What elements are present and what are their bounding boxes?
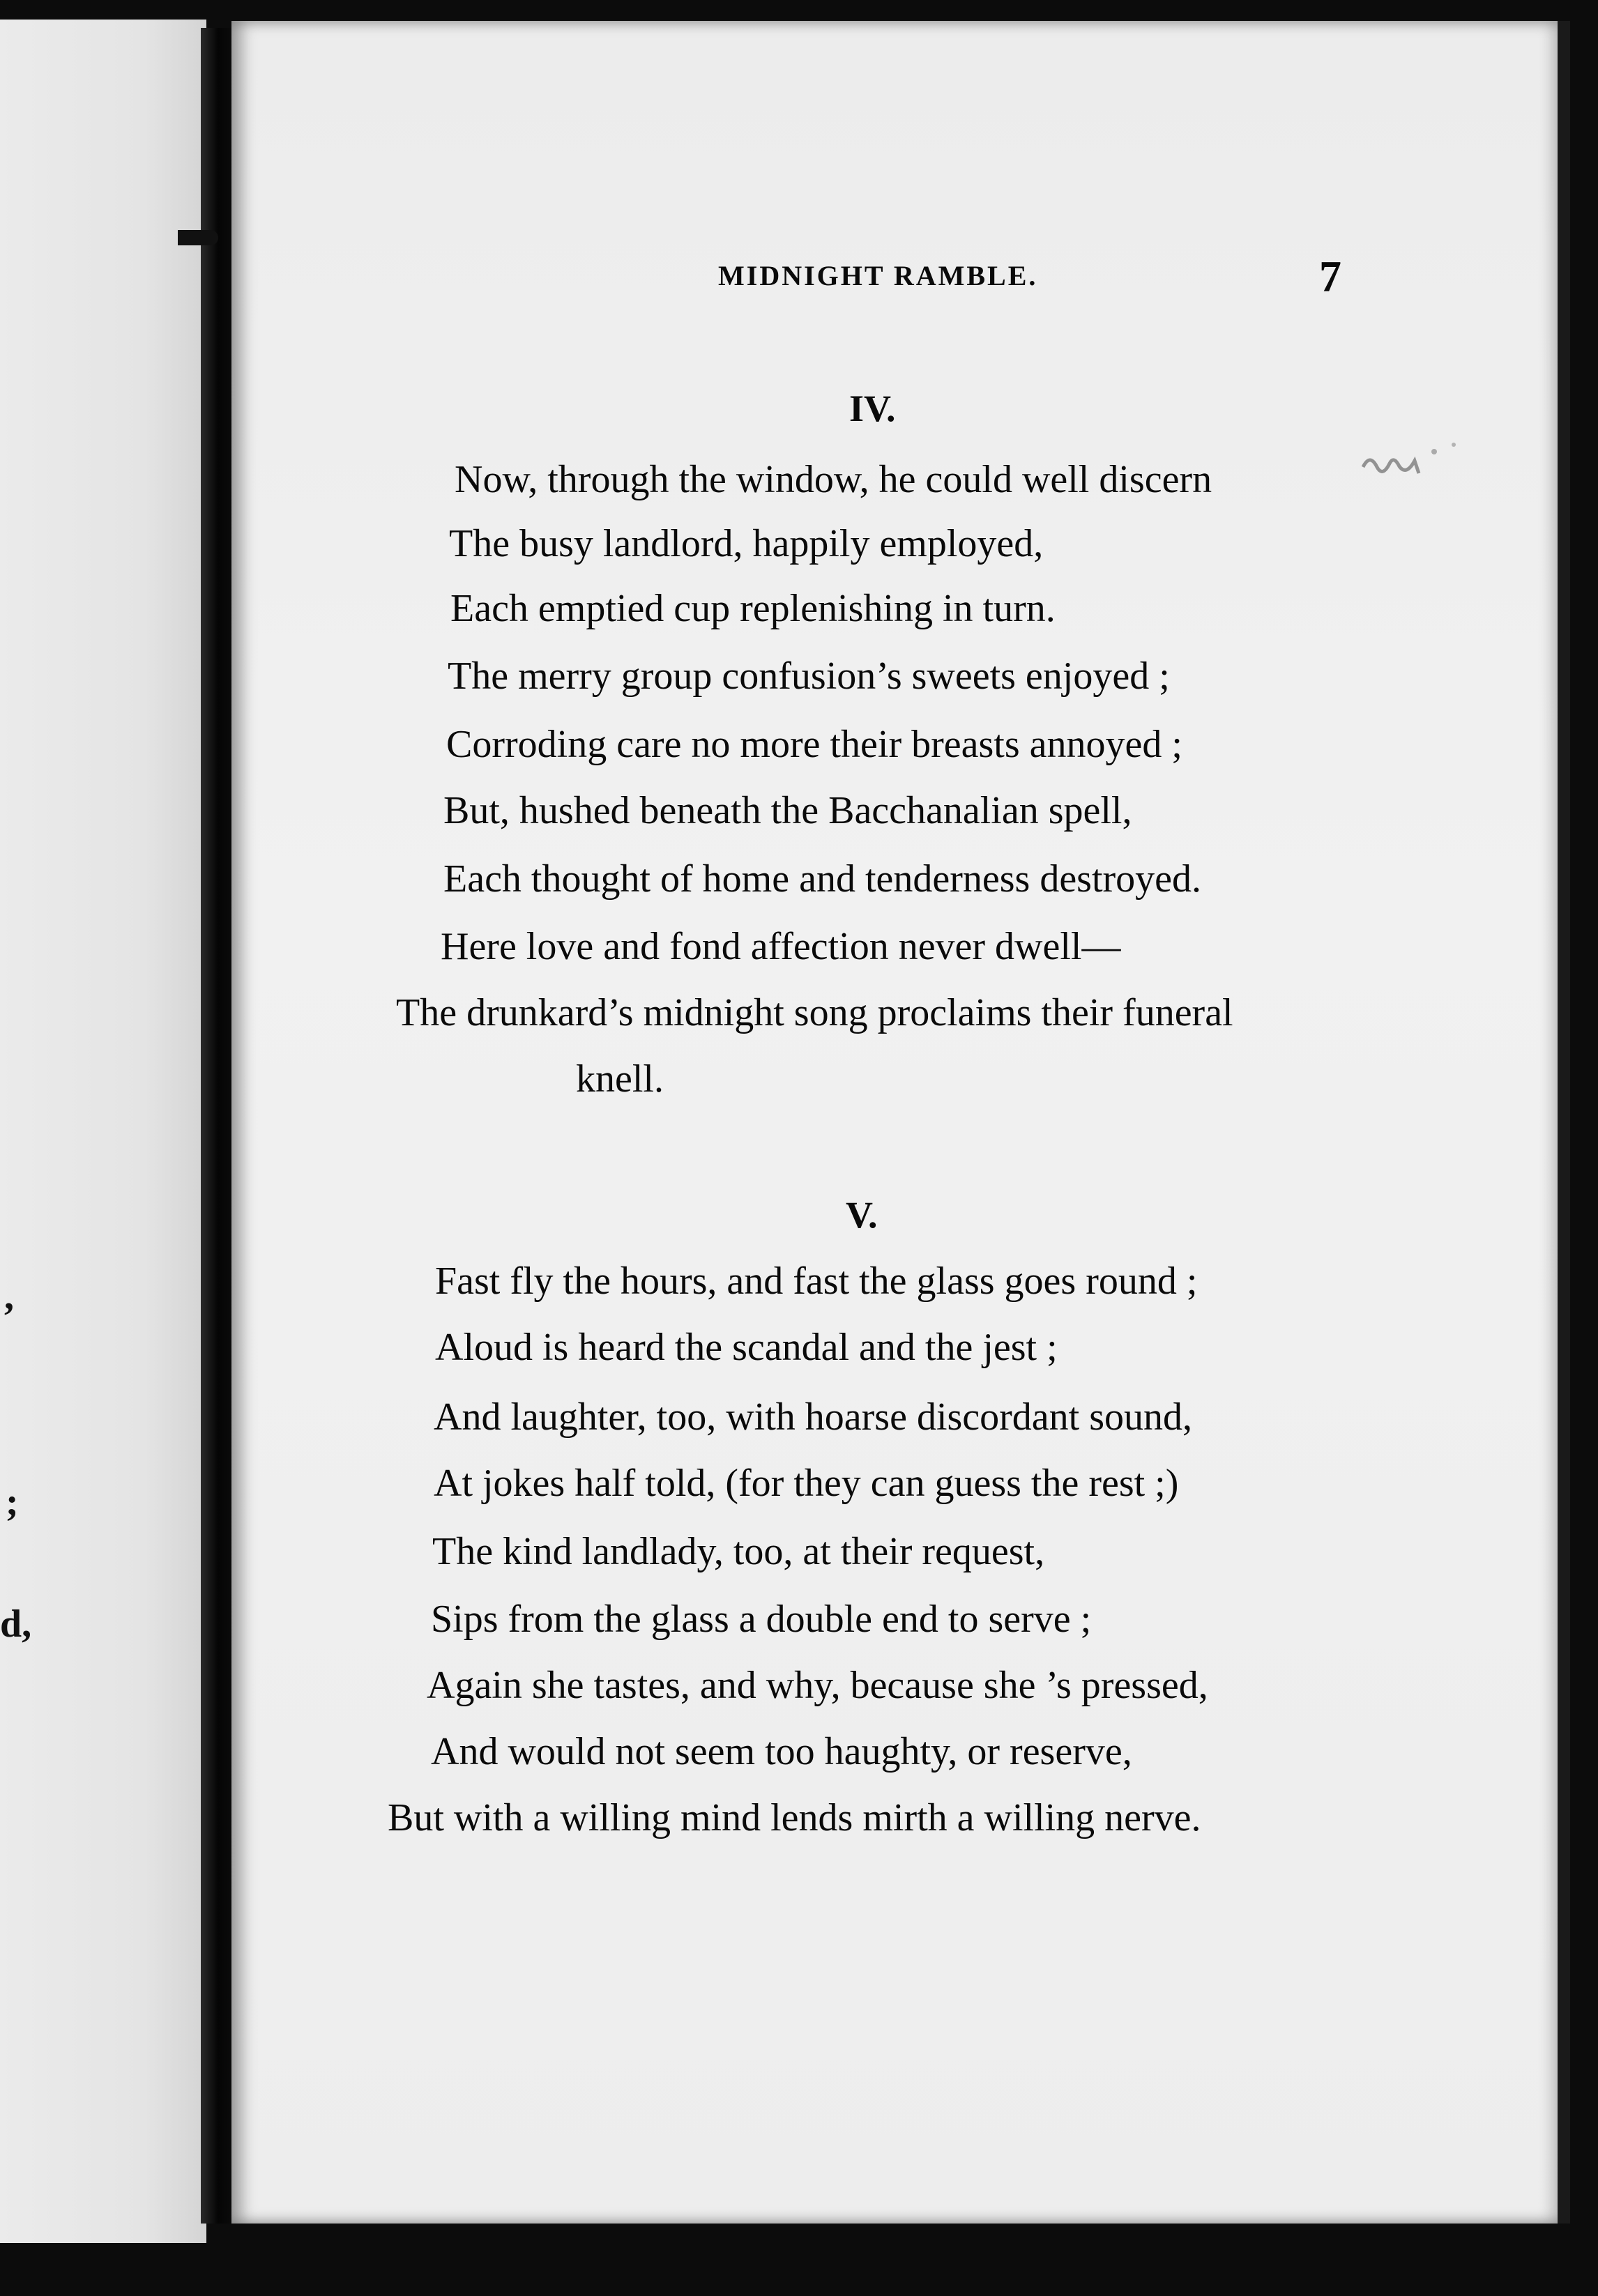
poem-line: Here love and fond affection never dwell— [441,925,1121,968]
poem-line: But, hushed beneath the Bacchanalian spell, [443,789,1132,832]
poem-line: Aloud is heard the scandal and the jest ; [435,1326,1058,1369]
left-page-edge [0,20,206,2243]
book-page [231,21,1558,2224]
poem-line: Each thought of home and tenderness destroyed. [443,857,1202,901]
marginal-ink-smudge [1356,439,1461,488]
page-number: 7 [1319,252,1341,301]
poem-line: The drunkard’s midnight song proclaims their funeral [396,991,1233,1034]
poem-line: Again she tastes, and why, because she ’s pressed, [427,1664,1208,1707]
poem-line: The kind landlady, too, at their request, [432,1530,1045,1573]
left-page-fragment: d, [0,1602,32,1646]
poem-line: The busy landlord, happily employed, [449,522,1044,565]
left-page-fragment: ; [6,1480,19,1524]
poem-line: Fast fly the hours, and fast the glass goes round ; [435,1260,1198,1303]
stanza-number: V. [846,1194,878,1236]
poem-line: Sips from the glass a double end to serve ; [431,1598,1092,1641]
poem-line: Each emptied cup replenishing in turn. [450,587,1056,630]
poem-line: The merry group confusion’s sweets enjoyed ; [448,655,1170,698]
poem-line: But with a willing mind lends mirth a willing nerve. [388,1796,1201,1839]
poem-line: And laughter, too, with hoarse discordant sound, [434,1395,1193,1439]
left-page-fragment: , [4,1275,14,1318]
poem-line: Now, through the window, he could well discern [455,458,1212,501]
stanza-number: IV. [849,388,896,429]
page-right-edge [1558,21,1570,2224]
poem-line: And would not seem too haughty, or reserve, [431,1730,1132,1773]
poem-line: knell. [576,1057,664,1101]
poem-line: Corroding care no more their breasts annoyed ; [446,723,1182,766]
gutter-notch [178,230,218,245]
poem-line: At jokes half told, (for they can guess the rest ;) [434,1462,1179,1505]
running-head: MIDNIGHT RAMBLE. [718,260,1038,291]
